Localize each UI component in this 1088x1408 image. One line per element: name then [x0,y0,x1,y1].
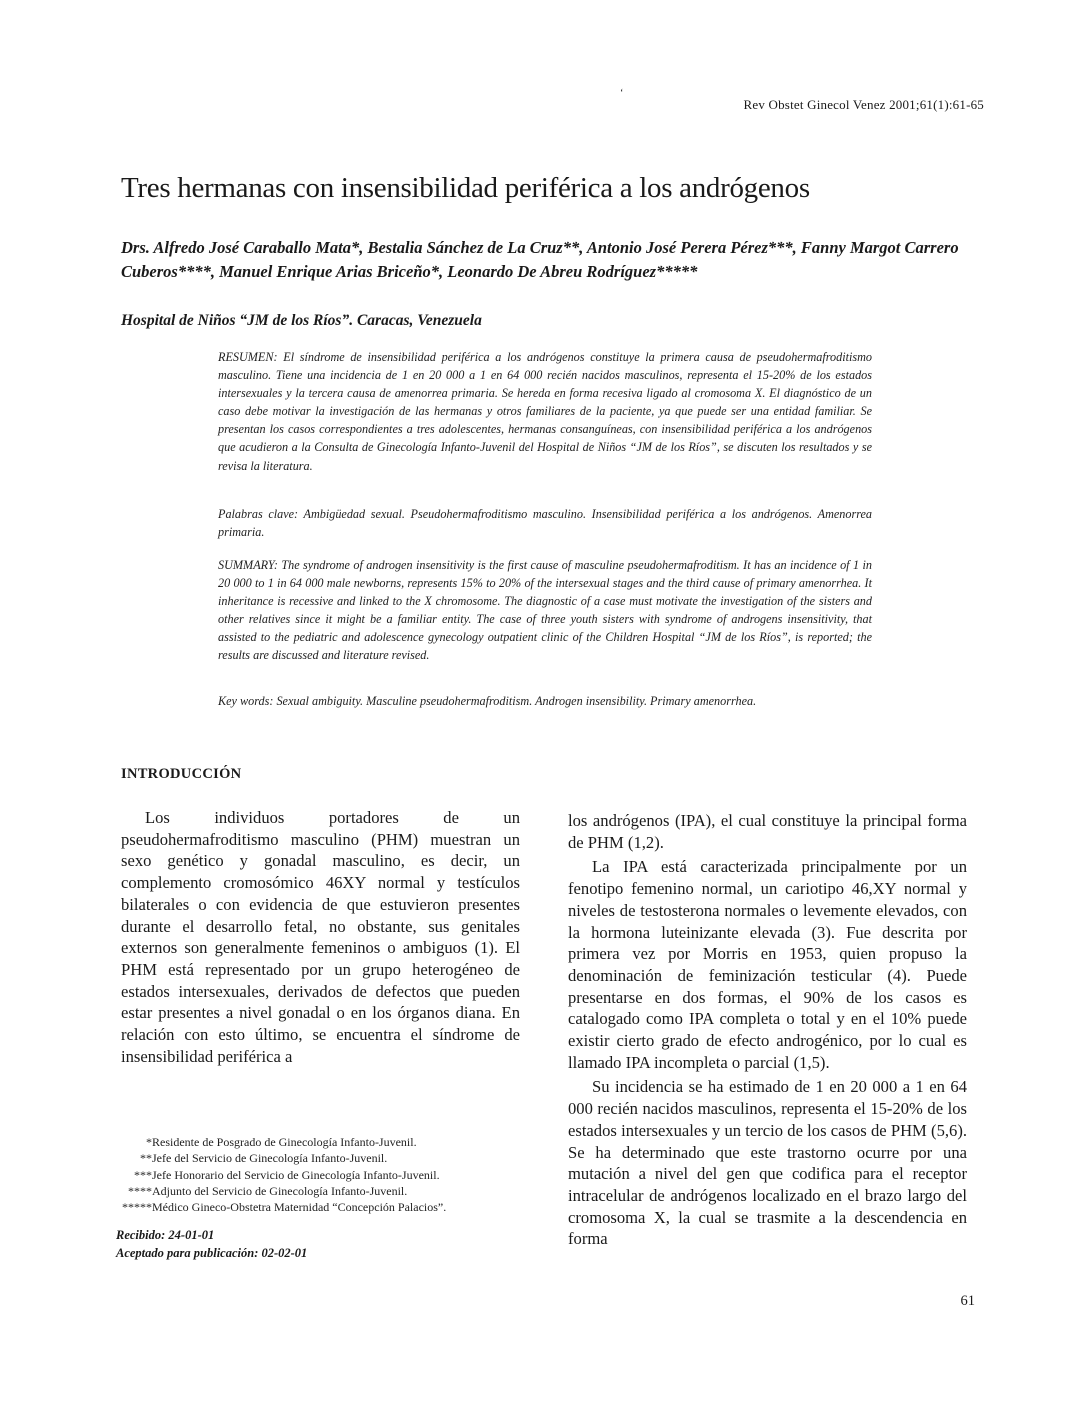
affiliation: Hospital de Niños “JM de los Ríos”. Caracas, Venezuela [121,312,482,329]
footnotes [112,1134,532,1215]
body-paragraph: Los individuos portadores de un pseudohermafroditismo masculino (PHM) muestran un sexo genético y gonadal masculino, es decir, un complemento cromosómico 46XY normal y testículos bilaterales o con evidencia de que estuvieron presentes durante el desarrollo fetal, no obstante, sus genitales externos son generalmente femeninos o ambiguos (1). El PHM está representado por un grupo heterogéneo de estados intersexuales, derivados de defectos que pueden estar presentes a nivel gonadal o en los órganos diana. En relación con esto último, se encuentra el síndrome de insensibilidad periférica a [121,808,520,1066]
article-dates [116,1227,536,1262]
footnote: *Residente de Posgrado de Ginecología Infanto-Juvenil. [146,1135,417,1149]
body-paragraph: Su incidencia se ha estimado de 1 en 20 000 a 1 en 64 000 recién nacidos masculinos, representa el 15-20% de los estados intersexuales y un tercio de los casos de PHM (5,6). Se ha determinado que este trastorno ocurre por una mutación a nivel del gen que codifica para el receptor intracelular de andrógenos localizado en el brazo largo del cromosoma X, la cual se trasmite a la descendencia en forma [568,1077,967,1249]
received-date: Recibido: 24-01-01 [116,1228,215,1242]
footnote: ****Adjunto del Servicio de Ginecología Infanto-Juvenil. [128,1183,408,1198]
abstract-summary: SUMMARY: The syndrome of androgen insensitivity is the first cause of masculine pseudohermafroditism. It has an incidence of 1 in 20 000 to 1 in 64 000 male newborns, represents 15% to 20% of the intersexual stages and the third cause of primary amenorrhea. It inheritance is recessive and linked to the X chromosome. The diagnostic of a case must motivate the investigation of the sisters and other relatives since it might be a familiar entity. The case of three youth sisters with syndrome of androgens insensitivity, that assisted to the pediatric and adolescence gynecology outpatient clinic of the Children Hospital “JM de los Ríos”, is reported; the results are discussed and literature revised. [218,558,872,663]
accepted-date: Aceptado para publicación: 02-02-01 [116,1245,308,1260]
author-list: Drs. Alfredo José Caraballo Mata*, Bestalia Sánchez de La Cruz**, Antonio José Perera Pérez***, Fanny Margot Carrero Cuberos****, Manuel Enrique Arias Briceño*, Leonardo De Abreu Rodríguez***** [121,238,959,281]
palabras-clave: Palabras clave: Ambigüedad sexual. Pseudohermafroditismo masculino. Insensibilidad periférica a los andrógenos. Amenorrea primaria. [218,507,872,540]
body-paragraph: los andrógenos (IPA), el cual constituye la principal forma de PHM (1,2). [568,811,967,852]
article-title: Tres hermanas con insensibilidad periférica a los andrógenos [121,172,810,204]
body-column-right [568,810,967,1250]
footnote: ***Jefe Honorario del Servicio de Ginecología Infanto-Juvenil. [134,1167,440,1182]
abstract-resumen: RESUMEN: El síndrome de insensibilidad periférica a los andrógenos constituye la primera causa de pseudohermafroditismo masculino. Tiene una incidencia de 1 en 20 000 a 1 en 64 000 recién nacidos masculinos, representa el 15-20% de los estados intersexuales y la tercera causa de amenorrea primaria. Se hereda en forma recesiva ligado al cromosoma X. El diagnóstico de un caso debe motivar la investigación de las hermanas y otros familiares de la paciente, ya que puede ser una entidad familiar. Se presentan los casos correspondientes a tres adolescentes, hermanas consanguíneas, con insensibilidad periférica a los andrógenos que acudieron a la Consulta de Ginecología Infanto-Juvenil del Hospital de Niños “JM de los Ríos”, se discuten los resultados y se revisa la literatura. [218,350,872,473]
page-number: 61 [960,1293,975,1309]
body-paragraph: La IPA está caracterizada principalmente por un fenotipo femenino normal, un cariotipo 46,XY normal y niveles de testosterona normales o levemente elevados, con la hormona luteinizante elevada (3). Fue descrita por primera vez por Morris en 1953, quien propuso la denominación de feminización testicular (4). Puede presentarse en dos formas, el 90% de los casos es catalogado como IPA completa o total y en el 10% puede existir cierto grado de efecto androgénico, por lo cual es llamado IPA incompleta o parcial (1,5). [568,857,967,1072]
key-words: Key words: Sexual ambiguity. Masculine pseudohermafroditism. Androgen insensibility. Primary amenorrhea. [218,694,757,708]
stray-mark: ʻ [620,88,624,99]
body-column-left [121,807,520,1067]
journal-reference: Rev Obstet Ginecol Venez 2001;61(1):61-65 [743,97,984,112]
footnote: *****Médico Gineco-Obstetra Maternidad “Concepción Palacios”. [122,1200,447,1215]
section-heading-introduccion: INTRODUCCIÓN [121,766,242,782]
footnote: **Jefe del Servicio de Ginecología Infanto-Juvenil. [140,1151,388,1166]
